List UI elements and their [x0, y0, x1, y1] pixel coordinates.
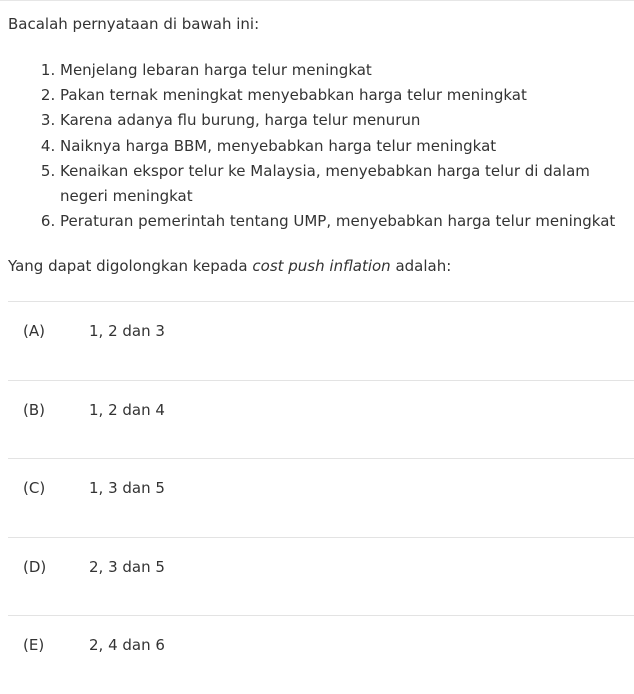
intro-text: Bacalah pernyataan di bawah ini:	[8, 15, 260, 33]
statement-item: 6. Peraturan pemerintah tentang UMP, menyebabkan harga telur meningkat	[60, 209, 618, 234]
option-letter: (C)	[23, 479, 46, 497]
option-letter: (E)	[23, 636, 45, 654]
option-text: 1, 2 dan 4	[89, 400, 165, 419]
question-text	[8, 256, 451, 276]
option-text: 1, 3 dan 5	[89, 479, 165, 497]
answer-options	[8, 301, 634, 694]
statement-item: 3. Karena adanya flu burung, harga telur menurun	[60, 108, 618, 133]
option-letter: (D)	[23, 557, 47, 576]
option-text: 2, 4 dan 6	[89, 636, 165, 654]
option-text: 1, 2 dan 3	[89, 322, 165, 340]
question-emphasis: cost push inflation	[252, 257, 391, 275]
top-divider	[0, 0, 634, 1]
question-prefix: Yang dapat digolongkan kepada	[8, 257, 253, 275]
answer-option-e[interactable]	[8, 615, 634, 694]
statement-item: 5. Kenaikan ekspor telur ke Malaysia, menyebabkan harga telur di dalam negeri meningkat	[60, 159, 618, 209]
option-letter: (A)	[23, 322, 45, 340]
statement-item: 4. Naiknya harga BBM, menyebabkan harga telur meningkat	[60, 134, 618, 159]
statement-item: 2. Pakan ternak meningkat menyebabkan harga telur meningkat	[60, 83, 618, 108]
answer-option-c[interactable]	[8, 458, 634, 537]
option-text: 2, 3 dan 5	[89, 557, 165, 576]
answer-option-d[interactable]	[8, 537, 634, 616]
answer-option-b[interactable]	[8, 380, 634, 459]
statement-item: 1. Menjelang lebaran harga telur meningkat	[60, 58, 618, 83]
option-letter: (B)	[23, 400, 45, 419]
statement-list	[8, 58, 618, 234]
question-suffix: adalah:	[390, 257, 452, 275]
answer-option-a[interactable]	[8, 301, 634, 380]
